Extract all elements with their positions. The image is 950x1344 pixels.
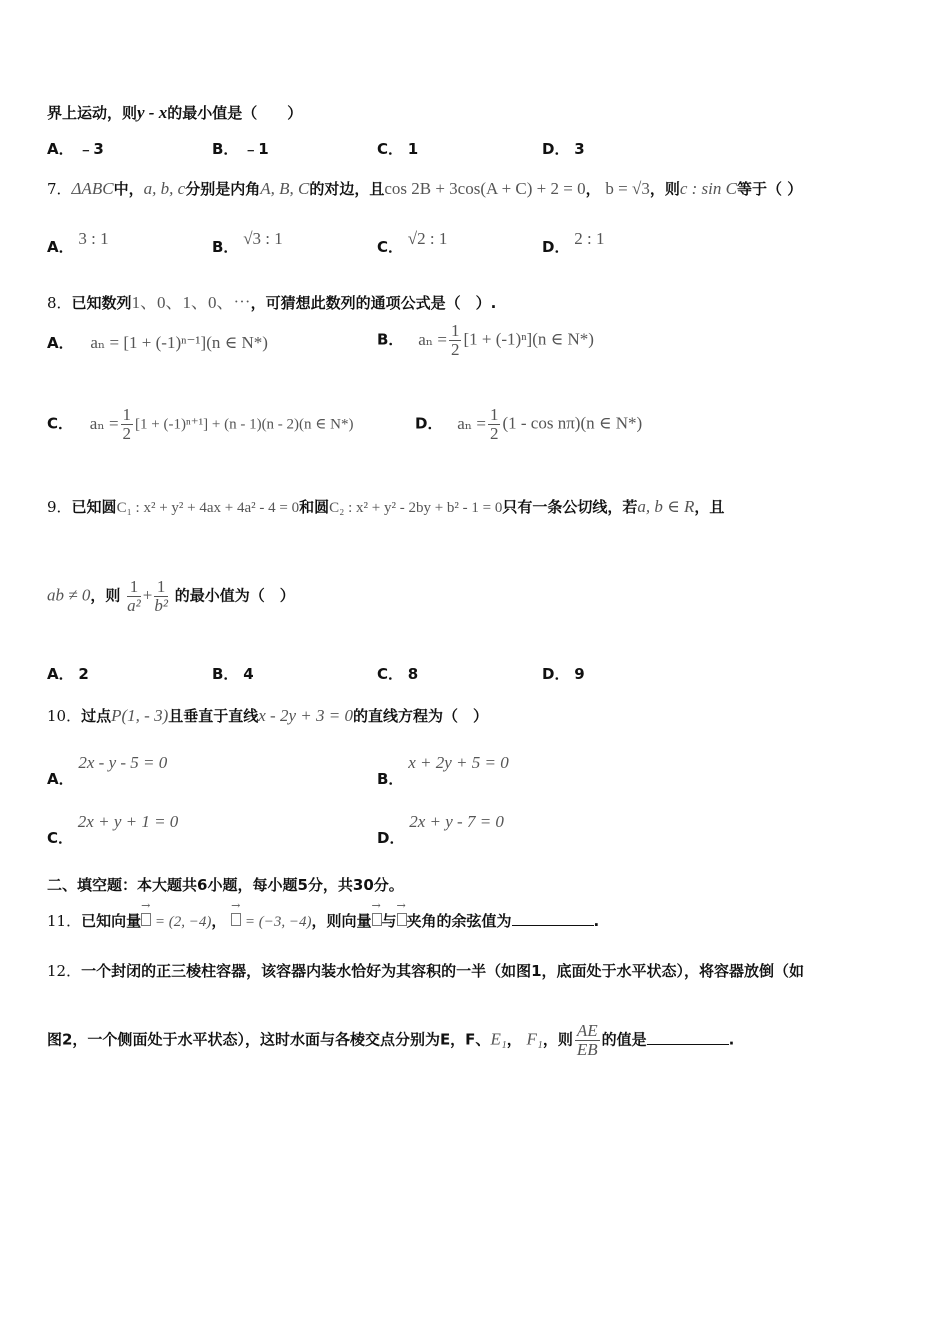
q8-stem: 8．已知数列1、0、1、0、⋯，可猜想此数列的通项公式是（ ）. <box>47 293 497 312</box>
q9-stem-line2: ab ≠ 0，则 $\frac{1}{\text{a²}}$ + $\frac{1}{\text{b²}}$ 的最小值为（ ） <box>47 577 295 615</box>
q11-answer-blank[interactable] <box>512 911 594 926</box>
q8-option-b[interactable]: B． aₙ = $\frac{1}{2}$ [1 + (-1)ⁿ](n ∈ N*) <box>377 321 594 359</box>
q6-option-c[interactable]: C． 1 <box>377 140 419 158</box>
q9-frac-a: $\frac{1}{\text{a²}}$ <box>127 577 141 615</box>
q10-option-d[interactable]: D． 2x + y - 7 = 0 <box>377 812 504 847</box>
q10-stem: 10．过点P(1, - 3)且垂直于直线x - 2y + 3 = 0的直线方程为（ ） <box>47 706 488 725</box>
q7-number: 7． <box>47 180 72 198</box>
q6-option-a[interactable]: A． ﹣3 <box>47 140 104 158</box>
q8-option-d[interactable]: D． aₙ = $\frac{1}{2}$ (1 - cos nπ)(n ∈ N*) <box>415 405 643 443</box>
q10-option-c[interactable]: C． 2x + y + 1 = 0 <box>47 812 179 847</box>
q10-number: 10． <box>47 707 82 725</box>
vector-a-icon <box>141 912 151 930</box>
q12-stem: 12．一个封闭的正三棱柱容器，该容器内装水恰好为其容积的一半（如图1，底面处于水平状态），将容器放倒（如 <box>47 962 805 980</box>
q9-number: 9． <box>47 498 72 516</box>
q7-option-d[interactable]: D． 2 : 1 <box>542 229 605 256</box>
q9-frac-b: $\frac{1}{\text{b²}}$ <box>154 577 168 615</box>
vector-a-ref-icon <box>372 912 382 930</box>
q10-option-a[interactable]: A． 2x - y - 5 = 0 <box>47 753 168 788</box>
q8-number: 8． <box>47 294 72 312</box>
q8-option-c[interactable]: C． aₙ = $\frac{1}{2}$ [1 + (-1)ⁿ⁺¹] + (n - 1)(n - 2)(n ∈ N*) <box>47 405 354 443</box>
q9-option-a[interactable]: A． 2 <box>47 665 89 683</box>
q7-stem: 7．ΔABC中，a, b, c分别是内角A, B, C的对边，且cos 2B + 3cos(A + C) + 2 = 0， b = √3，则c : sin C等于（ ） <box>47 179 803 198</box>
q10-option-b[interactable]: B． x + 2y + 5 = 0 <box>377 753 509 788</box>
q6-expr: y - x <box>137 103 168 122</box>
q8-option-a[interactable]: A． aₙ = [1 + (-1)ⁿ⁻¹](n ∈ N*) <box>47 333 268 352</box>
vector-b-ref-icon <box>397 912 407 930</box>
q8-b-half: $\frac{1}{2}$ <box>450 321 460 359</box>
q9-stem: 9．已知圆C₁ : x² + y² + 4ax + 4a² - 4 = 0和圆C₂ : x² + y² - 2by + b² - 1 = 0只有一条公切线，若a, b ∈ R，且 <box>47 497 725 516</box>
q6-option-b[interactable]: B． ﹣1 <box>212 140 269 158</box>
q7-option-b[interactable]: B． √3 : 1 <box>212 229 283 256</box>
q12-stem-line2: 图2，一个侧面处于水平状态），这时水面与各棱交点分别为E，F、E₁， F₁，则 $\frac{AE}{EB}$ 的值是 . <box>47 1021 735 1059</box>
q12-answer-blank[interactable] <box>647 1030 729 1045</box>
q6-option-d[interactable]: D． 3 <box>542 140 585 158</box>
q11-stem: 11．已知向量→ = (2, −4)， → = (−3, −4)，则向量→ 与→ 夹角的余弦值为 . <box>47 910 599 931</box>
q7-option-c[interactable]: C． √2 : 1 <box>377 229 448 256</box>
q8-d-half: $\frac{1}{2}$ <box>489 405 499 443</box>
q6-stem: 界上运动，则y - x的最小值是（ ） <box>47 103 303 122</box>
q9-option-d[interactable]: D． 9 <box>542 665 585 683</box>
q9-option-c[interactable]: C． 8 <box>377 665 419 683</box>
q11-number: 11． <box>47 912 82 930</box>
q7-option-a[interactable]: A． 3 : 1 <box>47 229 109 256</box>
vector-b-icon <box>231 912 241 930</box>
q9-option-b[interactable]: B． 4 <box>212 665 254 683</box>
q12-number: 12． <box>47 962 82 980</box>
q12-ratio-fraction: $\frac{AE}{EB}$ <box>576 1021 598 1059</box>
q8-c-half: $\frac{1}{2}$ <box>122 405 132 443</box>
section-heading-fill-in: 二、填空题：本大题共6小题，每小题5分，共30分。 <box>47 876 404 894</box>
